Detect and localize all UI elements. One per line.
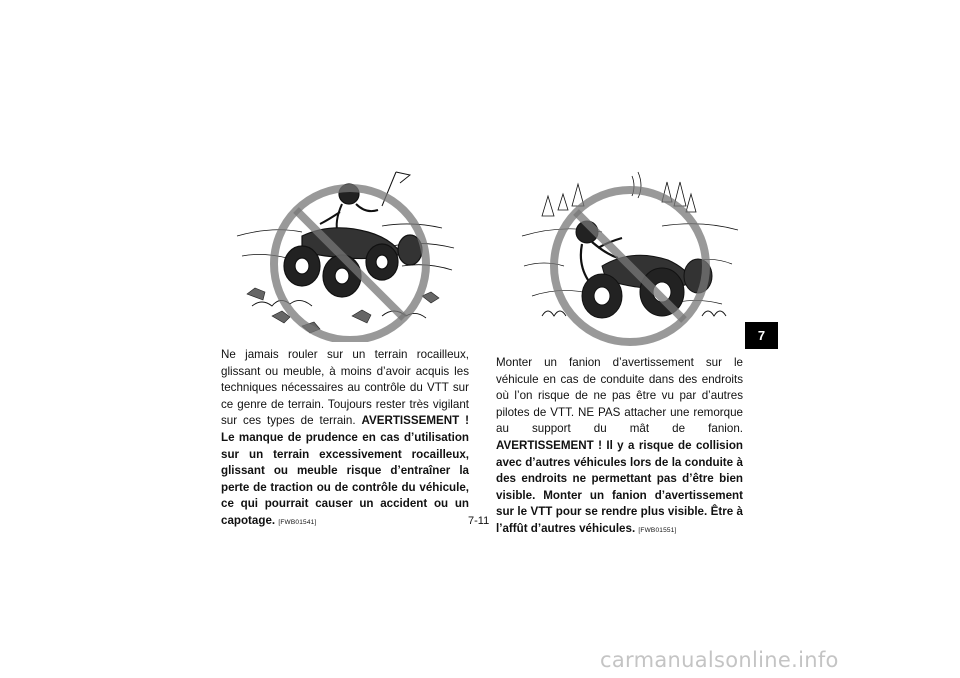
warning-code: [FWB01541] — [278, 518, 317, 526]
rocky-terrain-instruction: Ne jamais rouler sur un terrain rocailleux, glissant ou meuble, à moins d’avoir acquis les techniques nécessaires au contrôle du VTT sur ce genre de terrain. Toujours rester très vigilant sur ces types de terrain. — [221, 348, 469, 428]
flag-warning: AVERTISSEMENT ! Il y a risque de collision avec d’autres véhicules lors de la conduite à des endroits ne permettant pas d’être bien visible. Monter un fanion d’avertissement sur le VTT pour se rendre plus visible. Être à l’affût d’autres véhicules. — [496, 438, 743, 535]
atv-hidden-rider-prohibited-icon — [512, 166, 748, 346]
atv-rocky-terrain-prohibited-icon — [232, 166, 462, 342]
chapter-tab: 7 — [745, 322, 778, 349]
left-text-column — [221, 347, 469, 532]
right-text-column — [496, 355, 743, 540]
watermark: carmanualsonline.info — [600, 648, 839, 672]
page-number: 7-11 — [468, 515, 490, 527]
flag-instruction: Monter un fanion d’avertissement sur le véhicule en cas de conduite dans des endroits où l’on risque de ne pas être vu par d’autres pilotes de VTT. NE PAS attacher une remorque au support du mât de fanion. — [496, 356, 743, 436]
rocky-terrain-warning: AVERTISSEMENT ! Le manque de prudence en cas d’utilisation sur un terrain excessivement rocailleux, glissant ou meuble risque d’entraîner la perte de traction ou de contrôle du véhicule, ce qui pourrait causer un accident ou un capotage. — [221, 414, 469, 527]
warning-code: [FWB01551] — [638, 526, 677, 534]
